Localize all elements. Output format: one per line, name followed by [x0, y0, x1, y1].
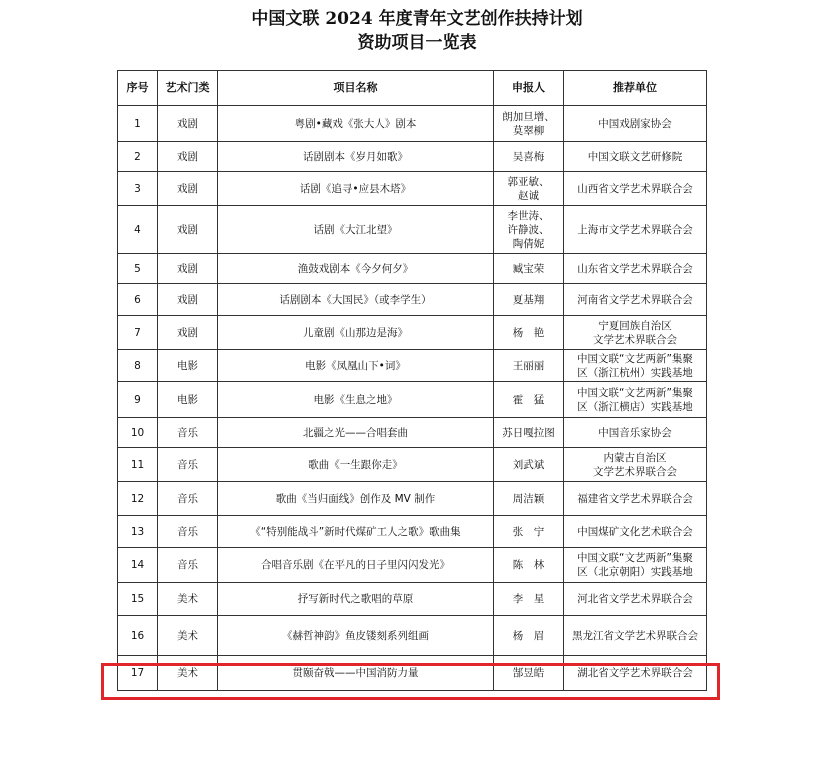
cell-no: 16: [118, 616, 158, 656]
cell-project: 话剧剧本《大国民》（或李学生）: [218, 284, 494, 316]
cell-applicant: 吴喜梅: [494, 142, 564, 172]
table-header-row: [118, 71, 707, 106]
cell-applicant: 臧宝荣: [494, 254, 564, 284]
cell-unit: 中国文联“文艺两新”集聚 区（北京朝阳）实践基地: [564, 548, 707, 583]
table-row: [118, 284, 707, 316]
cell-project: 电影《生息之地》: [218, 382, 494, 418]
cell-no: 14: [118, 548, 158, 583]
cell-project: 合唱音乐剧《在平凡的日子里闪闪发光》: [218, 548, 494, 583]
header-applicant: 申报人: [494, 71, 564, 106]
cell-no: 6: [118, 284, 158, 316]
cell-applicant: 李 星: [494, 583, 564, 616]
table-row: [118, 106, 707, 142]
cell-category: 戏剧: [158, 142, 218, 172]
projects-table: [117, 70, 707, 691]
header-category: 艺术门类: [158, 71, 218, 106]
cell-applicant: 陈 林: [494, 548, 564, 583]
cell-applicant: 苏日嘎拉图: [494, 418, 564, 448]
cell-unit: 黑龙江省文学艺术界联合会: [564, 616, 707, 656]
cell-project: 北疆之光——合唱套曲: [218, 418, 494, 448]
cell-unit: 中国煤矿文化艺术联合会: [564, 516, 707, 548]
table-row-highlighted: [118, 616, 707, 656]
cell-no: 7: [118, 316, 158, 350]
cell-applicant: 朗加旦增、 莫翠柳: [494, 106, 564, 142]
cell-category: 戏剧: [158, 316, 218, 350]
cell-category: 音乐: [158, 516, 218, 548]
cell-category: 音乐: [158, 448, 218, 482]
cell-applicant: 杨 眉: [494, 616, 564, 656]
cell-no: 10: [118, 418, 158, 448]
cell-unit: 内蒙古自治区 文学艺术界联合会: [564, 448, 707, 482]
cell-category: 美术: [158, 656, 218, 691]
cell-no: 17: [118, 656, 158, 691]
cell-applicant: 王丽丽: [494, 350, 564, 382]
cell-category: 音乐: [158, 548, 218, 583]
cell-project: 贯颐奋戟——中国消防力量: [218, 656, 494, 691]
table-row: [118, 206, 707, 254]
cell-category: 电影: [158, 350, 218, 382]
cell-no: 5: [118, 254, 158, 284]
cell-applicant: 周洁颖: [494, 482, 564, 516]
cell-unit: 湖北省文学艺术界联合会: [564, 656, 707, 691]
header-project: 项目名称: [218, 71, 494, 106]
cell-project: 渔鼓戏剧本《今夕何夕》: [218, 254, 494, 284]
cell-category: 音乐: [158, 482, 218, 516]
cell-unit: 中国文联“文艺两新”集聚 区（浙江横店）实践基地: [564, 382, 707, 418]
document-title: 中国文联 2024 年度青年文艺创作扶持计划: [251, 9, 583, 29]
cell-applicant: 刘武斌: [494, 448, 564, 482]
cell-project: 话剧剧本《岁月如歌》: [218, 142, 494, 172]
cell-no: 15: [118, 583, 158, 616]
header-unit: 推荐单位: [564, 71, 707, 106]
table-row: [118, 382, 707, 418]
cell-project: 粤剧•藏戏《张大人》剧本: [218, 106, 494, 142]
cell-no: 11: [118, 448, 158, 482]
cell-unit: 中国文联文艺研修院: [564, 142, 707, 172]
table-row: [118, 142, 707, 172]
cell-applicant: 夏基翔: [494, 284, 564, 316]
cell-unit: 中国音乐家协会: [564, 418, 707, 448]
cell-project: 《“特别能战斗”新时代煤矿工人之歌》歌曲集: [218, 516, 494, 548]
cell-unit: 山西省文学艺术界联合会: [564, 172, 707, 206]
cell-category: 美术: [158, 616, 218, 656]
cell-category: 美术: [158, 583, 218, 616]
cell-project: 话剧《追寻•应县木塔》: [218, 172, 494, 206]
cell-unit: 山东省文学艺术界联合会: [564, 254, 707, 284]
table-row: [118, 482, 707, 516]
cell-category: 音乐: [158, 418, 218, 448]
cell-project: 歌曲《当归面线》创作及 MV 制作: [218, 482, 494, 516]
cell-no: 2: [118, 142, 158, 172]
cell-project: 抒写新时代之歌唱的草原: [218, 583, 494, 616]
table-row: [118, 448, 707, 482]
cell-no: 13: [118, 516, 158, 548]
table-row: [118, 516, 707, 548]
cell-applicant: 杨 艳: [494, 316, 564, 350]
table-row: [118, 172, 707, 206]
cell-applicant: 郜昱皓: [494, 656, 564, 691]
cell-unit: 河南省文学艺术界联合会: [564, 284, 707, 316]
cell-category: 戏剧: [158, 254, 218, 284]
cell-project: 电影《凤凰山下•词》: [218, 350, 494, 382]
cell-no: 9: [118, 382, 158, 418]
cell-unit: 福建省文学艺术界联合会: [564, 482, 707, 516]
cell-no: 12: [118, 482, 158, 516]
table-row: [118, 548, 707, 583]
cell-applicant: 霍 猛: [494, 382, 564, 418]
cell-applicant: 郭亚敏、 赵诚: [494, 172, 564, 206]
cell-unit: 中国文联“文艺两新”集聚 区（浙江杭州）实践基地: [564, 350, 707, 382]
cell-no: 3: [118, 172, 158, 206]
table-row: [118, 583, 707, 616]
cell-no: 1: [118, 106, 158, 142]
cell-unit: 中国戏剧家协会: [564, 106, 707, 142]
cell-project: 歌曲《一生跟你走》: [218, 448, 494, 482]
document-subtitle: 资助项目一览表: [357, 33, 477, 53]
header-no: 序号: [118, 71, 158, 106]
cell-project: 话剧《大江北望》: [218, 206, 494, 254]
cell-unit: 宁夏回族自治区 文学艺术界联合会: [564, 316, 707, 350]
table-row: [118, 316, 707, 350]
cell-applicant: 张 宁: [494, 516, 564, 548]
table-row: [118, 254, 707, 284]
cell-no: 4: [118, 206, 158, 254]
cell-unit: 上海市文学艺术界联合会: [564, 206, 707, 254]
cell-no: 8: [118, 350, 158, 382]
cell-category: 戏剧: [158, 206, 218, 254]
cell-category: 戏剧: [158, 172, 218, 206]
cell-applicant: 李世涛、 许静波、 陶倩妮: [494, 206, 564, 254]
cell-unit: 河北省文学艺术界联合会: [564, 583, 707, 616]
cell-category: 戏剧: [158, 106, 218, 142]
cell-project: 《赫哲神韵》鱼皮镂刻系列组画: [218, 616, 494, 656]
highlight-box: [101, 663, 720, 700]
table-row: [118, 418, 707, 448]
cell-category: 戏剧: [158, 284, 218, 316]
table-row: [118, 350, 707, 382]
cell-project: 儿童剧《山那边是海》: [218, 316, 494, 350]
cell-category: 电影: [158, 382, 218, 418]
